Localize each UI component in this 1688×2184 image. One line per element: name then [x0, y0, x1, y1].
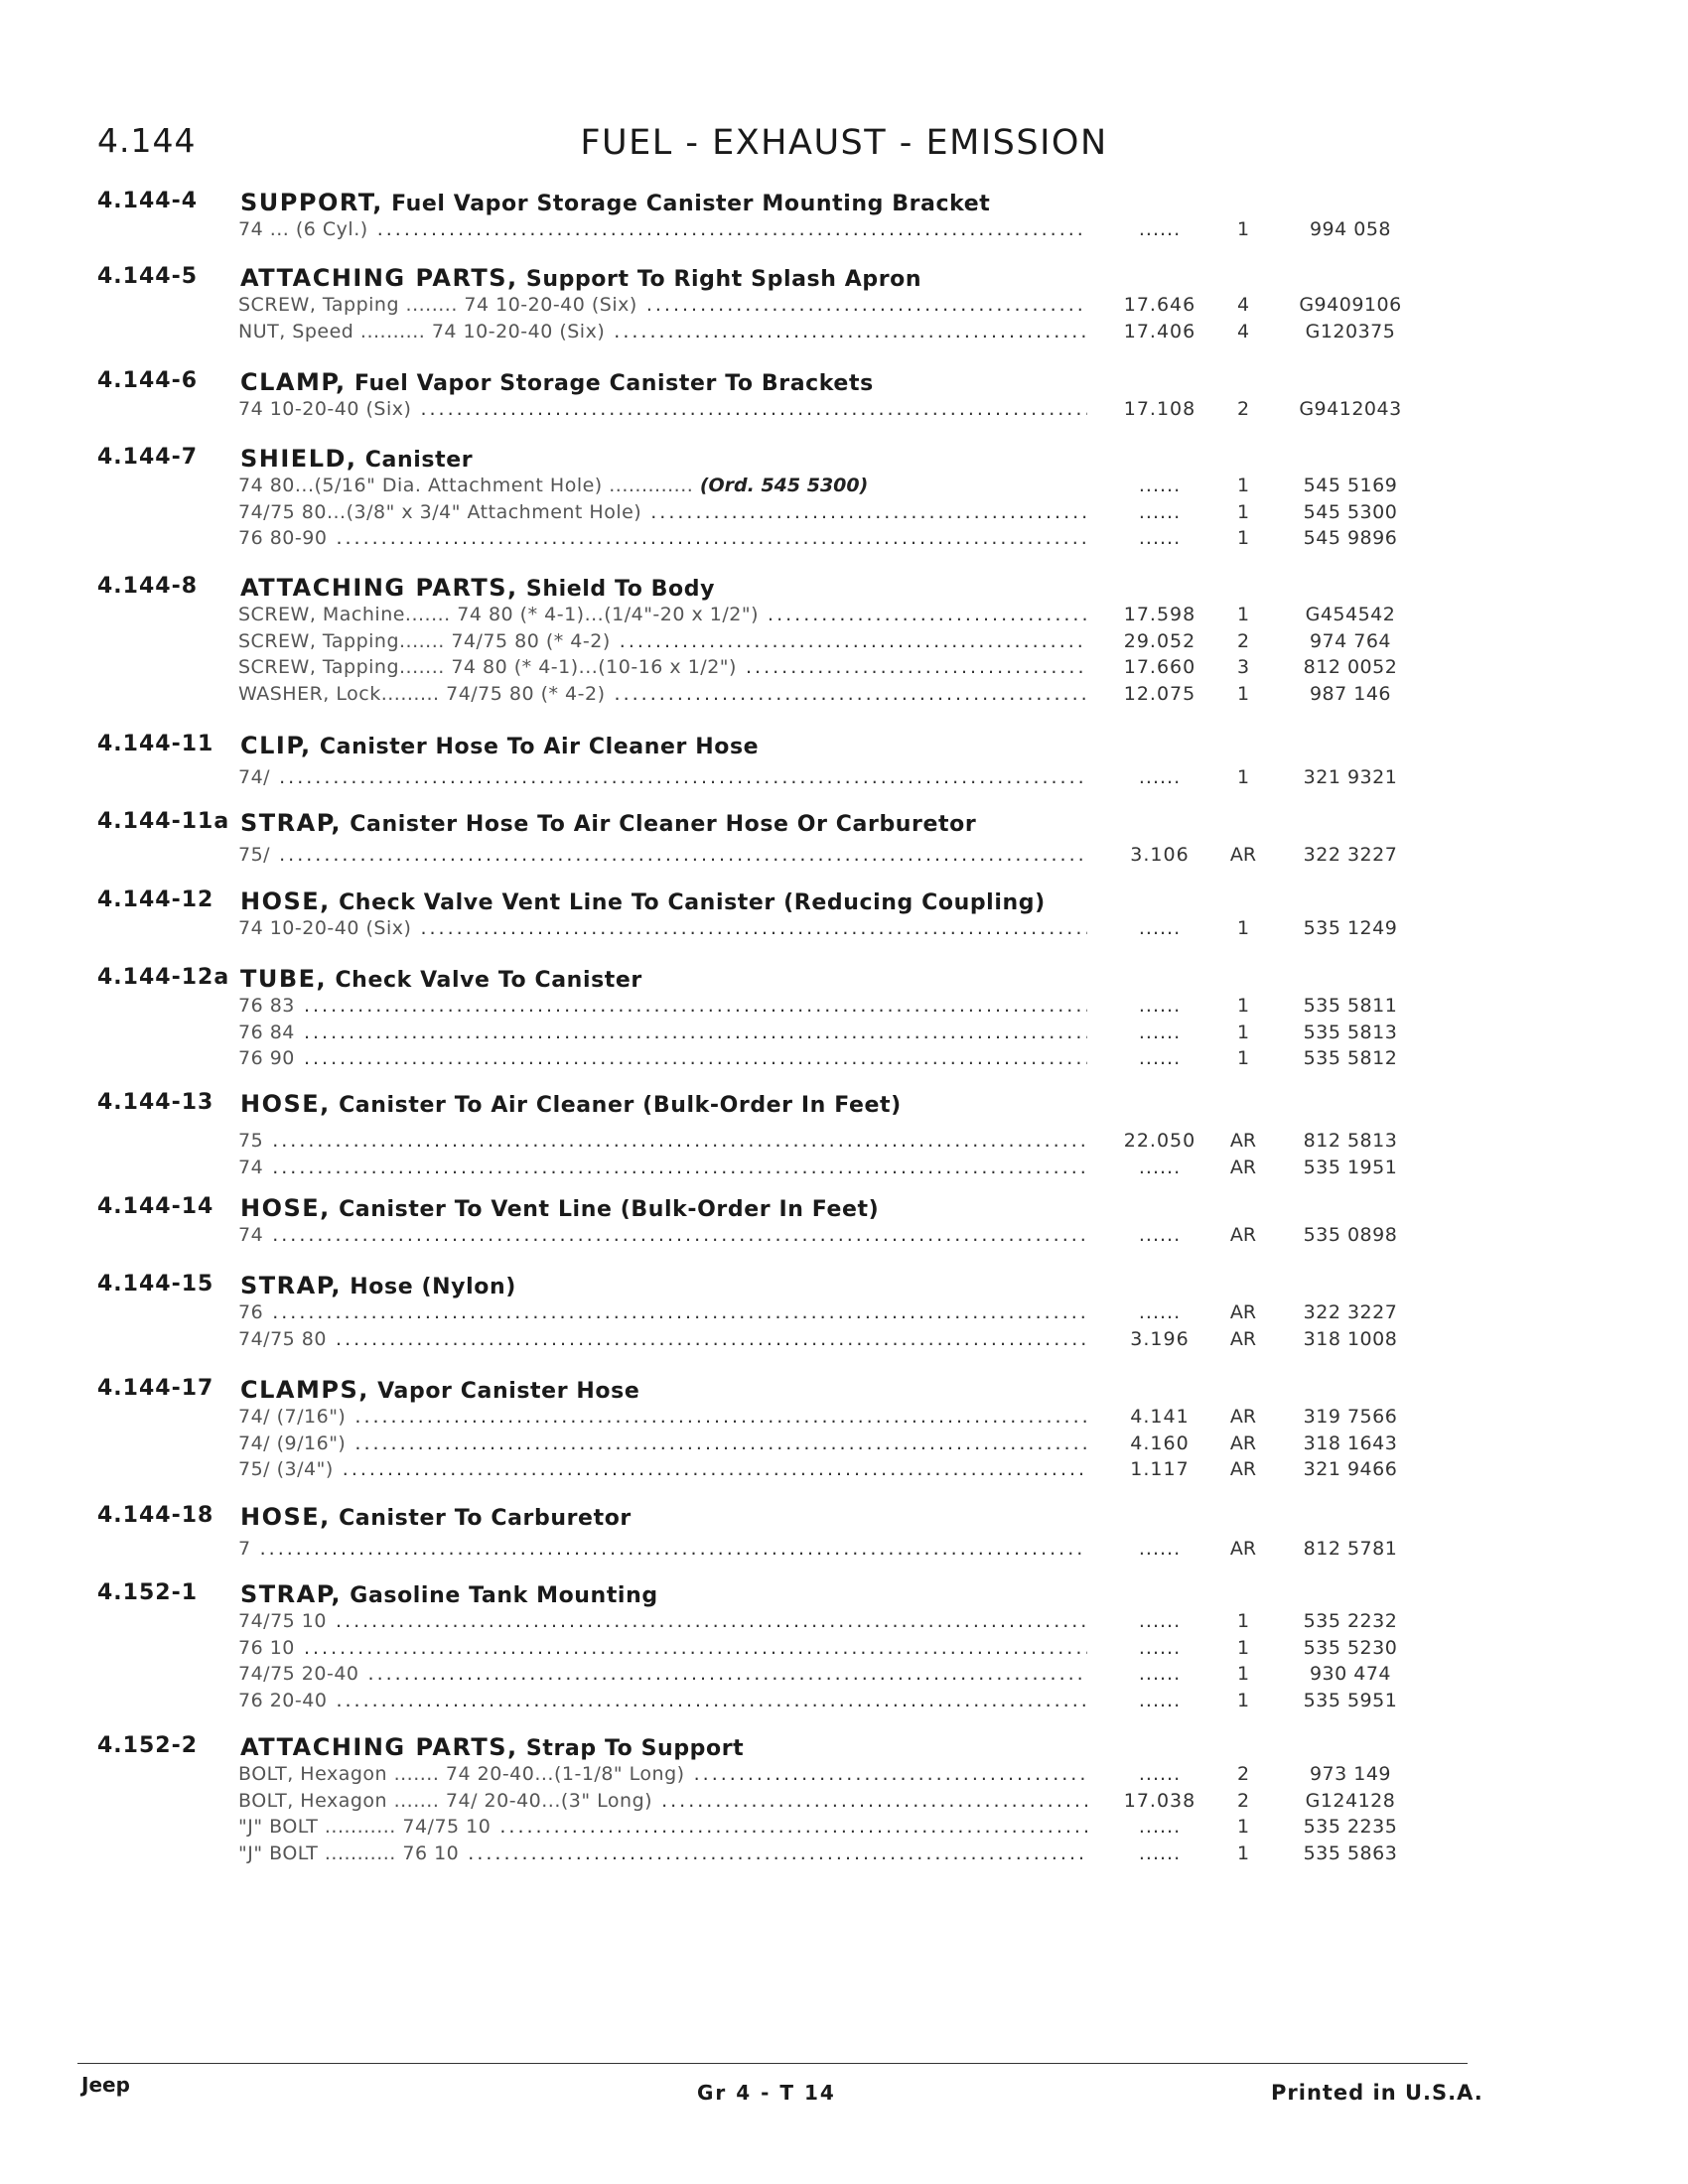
- quantity: AR: [1229, 1406, 1257, 1428]
- catalog-page-ref: ......: [1138, 1842, 1182, 1864]
- entry-description: Canister: [364, 448, 474, 473]
- part-usage: [238, 294, 1087, 316]
- part-row: [0, 1763, 1688, 1789]
- part-row: [0, 398, 1688, 424]
- part-usage: [238, 321, 1087, 342]
- part-number: 535 5813: [1303, 1021, 1398, 1043]
- part-usage-text: 74 ... (6 Cyl.) .....: [238, 218, 1087, 240]
- part-usage-text: SCREW, Machine....... 74 80 (* 4-1)...(1/4"-20 x 1/2") .....: [238, 604, 1087, 625]
- part-usage: [238, 917, 1087, 939]
- quantity: AR: [1229, 1130, 1257, 1152]
- entry-number: 4.144-18: [97, 1503, 214, 1528]
- quantity: 1: [1236, 500, 1250, 523]
- part-row: [0, 294, 1688, 320]
- catalog-page-ref: ......: [1138, 1636, 1182, 1659]
- catalog-page-ref: ......: [1138, 475, 1182, 496]
- part-row: [0, 1790, 1688, 1816]
- catalog-page-ref: 17.108: [1123, 398, 1196, 420]
- quantity: 2: [1236, 1789, 1250, 1812]
- quantity: 1: [1236, 766, 1250, 788]
- entry-description: Canister Hose To Air Cleaner Hose: [319, 735, 760, 759]
- part-number: 812 5781: [1303, 1538, 1398, 1560]
- part-usage: [238, 218, 1087, 240]
- catalog-page-ref: ......: [1138, 500, 1182, 523]
- entry-description: Fuel Vapor Storage Canister To Brackets: [353, 371, 874, 396]
- part-usage-text: SCREW, Tapping....... 74/75 80 (* 4-2) .....: [238, 630, 1087, 652]
- entry-number: 4.144-14: [97, 1194, 214, 1219]
- entry-number: 4.144-12: [97, 887, 214, 912]
- part-usage: [238, 1157, 1087, 1178]
- catalog-page-ref: ......: [1138, 527, 1182, 549]
- part-row: [0, 1690, 1688, 1715]
- part-usage: [238, 527, 1087, 549]
- part-usage-text: 74 80...(5/16" Dia. Attachment Hole) .............: [238, 475, 694, 496]
- quantity: 1: [1236, 1842, 1250, 1864]
- quantity: 1: [1236, 1689, 1250, 1711]
- part-usage: [238, 1610, 1087, 1632]
- part-row: [0, 604, 1688, 629]
- entry-heading: [240, 1272, 516, 1299]
- entry-description: Canister To Air Cleaner (Bulk-Order In Feet): [339, 1093, 902, 1118]
- part-row: [0, 1538, 1688, 1564]
- catalog-page-ref: 17.598: [1123, 604, 1196, 625]
- part-number: 318 1643: [1303, 1432, 1398, 1454]
- part-row: [0, 1328, 1688, 1354]
- part-usage-text: 74 .....: [238, 1224, 1087, 1246]
- entry-keyword: SHIELD,: [240, 445, 357, 473]
- part-usage: [238, 1328, 1087, 1350]
- entry-heading: [240, 1376, 639, 1404]
- quantity: 1: [1236, 682, 1250, 705]
- part-number: 812 5813: [1303, 1130, 1398, 1152]
- entry-keyword: SUPPORT,: [240, 189, 383, 216]
- quantity: 1: [1236, 1047, 1250, 1069]
- catalog-page-ref: ......: [1138, 1021, 1182, 1043]
- entry-number: 4.144-15: [97, 1272, 214, 1297]
- entry-heading: [240, 264, 921, 292]
- entry-keyword: CLAMPS,: [240, 1376, 369, 1404]
- entry-description: Canister To Vent Line (Bulk-Order In Feet): [339, 1197, 880, 1222]
- part-usage-text: 75/ (3/4") .....: [238, 1458, 1087, 1480]
- entry-number: 4.144-6: [97, 368, 199, 393]
- part-row: [0, 844, 1688, 870]
- entry-description: Check Valve To Canister: [335, 968, 642, 993]
- part-number: 318 1008: [1303, 1327, 1398, 1350]
- catalog-page-ref: 3.106: [1130, 844, 1190, 866]
- entry-description: Strap To Support: [525, 1736, 745, 1761]
- entry-keyword: CLIP,: [240, 732, 312, 759]
- footer-group: Gr 4 - T 14: [697, 2081, 836, 2105]
- part-row: [0, 1637, 1688, 1663]
- part-row: [0, 766, 1688, 792]
- part-usage: [238, 1022, 1087, 1043]
- part-row: [0, 1816, 1688, 1842]
- part-usage-text: SCREW, Tapping....... 74 80 (* 4-1)...(10-16 x 1/2") .....: [238, 656, 1087, 678]
- part-usage: [238, 501, 1087, 523]
- part-number: 974 764: [1309, 629, 1392, 652]
- part-number: 535 5811: [1303, 995, 1398, 1017]
- quantity: 4: [1236, 320, 1250, 342]
- part-usage: [238, 604, 1087, 625]
- entry-description: Fuel Vapor Storage Canister Mounting Bracket: [391, 192, 991, 216]
- part-usage-text: 7 .....: [238, 1538, 1087, 1560]
- catalog-page-ref: 12.075: [1123, 682, 1196, 705]
- quantity: AR: [1229, 1432, 1257, 1454]
- quantity: AR: [1229, 1458, 1257, 1480]
- part-number: G120375: [1305, 320, 1396, 342]
- part-usage: [238, 475, 1087, 496]
- part-usage: [238, 1538, 1087, 1560]
- part-number: 321 9466: [1303, 1458, 1398, 1480]
- part-number: 535 5951: [1303, 1689, 1398, 1711]
- part-usage: [238, 656, 1087, 678]
- part-row: [0, 1301, 1688, 1327]
- catalog-page-ref: 17.646: [1123, 294, 1196, 316]
- part-usage-text: BOLT, Hexagon ....... 74/ 20-40...(3" Long) .....: [238, 1790, 1087, 1812]
- quantity: AR: [1229, 1538, 1257, 1560]
- quantity: AR: [1229, 1156, 1257, 1178]
- entry-description: Shield To Body: [525, 577, 716, 602]
- quantity: 2: [1236, 629, 1250, 652]
- part-usage: [238, 630, 1087, 652]
- page-number: 4.144: [97, 121, 197, 160]
- part-usage-text: 76 10 .....: [238, 1637, 1087, 1659]
- quantity: 1: [1236, 1610, 1250, 1632]
- catalog-page-ref: 22.050: [1123, 1130, 1196, 1152]
- part-row: [0, 1130, 1688, 1156]
- part-usage: [238, 766, 1087, 788]
- part-usage-text: 76 84 .....: [238, 1022, 1087, 1043]
- part-usage: [238, 1130, 1087, 1152]
- entry-number: 4.144-5: [97, 264, 199, 289]
- part-number: 930 474: [1309, 1663, 1392, 1685]
- entry-keyword: STRAP,: [240, 1272, 343, 1299]
- part-number: 812 0052: [1303, 656, 1398, 678]
- entry-heading: [240, 1580, 658, 1608]
- part-usage-text: 74/75 10 .....: [238, 1610, 1087, 1632]
- footer-rule: [77, 2063, 1468, 2064]
- part-number: 535 5230: [1303, 1636, 1398, 1659]
- quantity: 1: [1236, 604, 1250, 625]
- part-number: 545 9896: [1303, 527, 1398, 549]
- part-usage-text: 74/ (7/16") .....: [238, 1406, 1087, 1428]
- part-usage-text: 74 10-20-40 (Six) .....: [238, 917, 1087, 939]
- entry-keyword: CLAMP,: [240, 368, 347, 396]
- part-usage-text: 74 .....: [238, 1157, 1087, 1178]
- quantity: 2: [1236, 398, 1250, 420]
- part-usage-text: 76 80-90 .....: [238, 527, 1087, 549]
- entry-keyword: HOSE,: [240, 1503, 331, 1531]
- part-number: G454542: [1305, 604, 1396, 625]
- part-row: [0, 1157, 1688, 1182]
- part-usage: [238, 1406, 1087, 1428]
- catalog-page-ref: 17.406: [1123, 320, 1196, 342]
- catalog-page-ref: ......: [1138, 1610, 1182, 1632]
- part-usage-text: 75 .....: [238, 1130, 1087, 1152]
- catalog-page-ref: 17.038: [1123, 1789, 1196, 1812]
- part-row: [0, 1224, 1688, 1250]
- part-usage-text: 74/75 20-40 .....: [238, 1663, 1087, 1685]
- entry-heading: [240, 965, 642, 993]
- part-row: [0, 995, 1688, 1021]
- part-number: 319 7566: [1303, 1406, 1398, 1428]
- entry-heading: [240, 445, 473, 473]
- part-row: [0, 1843, 1688, 1868]
- quantity: 1: [1236, 218, 1250, 240]
- entry-description: Canister To Carburetor: [339, 1506, 632, 1531]
- part-usage-text: 74/75 80...(3/8" x 3/4" Attachment Hole) .....: [238, 501, 1087, 523]
- part-row: [0, 321, 1688, 346]
- entry-keyword: TUBE,: [240, 965, 328, 993]
- part-usage: [238, 683, 1087, 705]
- catalog-page-ref: ......: [1138, 1301, 1182, 1323]
- part-number: 987 146: [1309, 682, 1392, 705]
- part-usage: [238, 1816, 1087, 1838]
- quantity: 1: [1236, 1021, 1250, 1043]
- entry-description: Gasoline Tank Mounting: [350, 1583, 658, 1608]
- part-usage: [238, 995, 1087, 1017]
- entry-number: 4.144-12a: [97, 965, 230, 990]
- part-number: 322 3227: [1303, 1301, 1398, 1323]
- part-number: 322 3227: [1303, 844, 1398, 866]
- part-usage-text: 74 10-20-40 (Six) .....: [238, 398, 1087, 420]
- order-note: (Ord. 545 5300): [699, 475, 869, 496]
- entry-keyword: HOSE,: [240, 1090, 331, 1118]
- quantity: 3: [1236, 656, 1250, 678]
- part-number: 535 2232: [1303, 1610, 1398, 1632]
- part-usage-text: WASHER, Lock......... 74/75 80 (* 4-2) .....: [238, 683, 1087, 705]
- entry-keyword: HOSE,: [240, 887, 331, 915]
- catalog-page-ref: ......: [1138, 1663, 1182, 1685]
- part-row: [0, 1406, 1688, 1432]
- entry-heading: [240, 574, 715, 602]
- quantity: 1: [1236, 475, 1250, 496]
- entry-keyword: ATTACHING PARTS,: [240, 1733, 518, 1761]
- quantity: 2: [1236, 1763, 1250, 1785]
- entry-number: 4.152-1: [97, 1580, 199, 1605]
- part-usage: [238, 1637, 1087, 1659]
- entry-heading: [240, 809, 976, 837]
- part-usage: [238, 398, 1087, 420]
- quantity: 4: [1236, 294, 1250, 316]
- part-number: 321 9321: [1303, 766, 1398, 788]
- entry-description: Canister Hose To Air Cleaner Hose Or Carburetor: [350, 812, 977, 837]
- entry-heading: [240, 1090, 902, 1118]
- part-usage: [238, 1458, 1087, 1480]
- part-number: G9412043: [1299, 398, 1402, 420]
- entry-heading: [240, 189, 990, 216]
- entry-description: Support To Right Splash Apron: [525, 267, 922, 292]
- part-usage: [238, 1763, 1087, 1785]
- entry-heading: [240, 1733, 744, 1761]
- entry-heading: [240, 1503, 632, 1531]
- part-row: [0, 501, 1688, 527]
- entry-number: 4.144-17: [97, 1376, 214, 1401]
- part-row: [0, 1458, 1688, 1484]
- part-number: 973 149: [1309, 1763, 1392, 1785]
- entry-heading: [240, 887, 1046, 915]
- part-usage-text: BOLT, Hexagon ....... 74 20-40...(1-1/8" Long) .....: [238, 1763, 1087, 1785]
- part-usage-text: 76 90 .....: [238, 1047, 1087, 1069]
- part-number: 545 5300: [1303, 500, 1398, 523]
- part-usage-text: 76 83 .....: [238, 995, 1087, 1017]
- entry-number: 4.144-11a: [97, 809, 230, 834]
- entry-description: Check Valve Vent Line To Canister (Reducing Coupling): [339, 890, 1046, 915]
- quantity: 1: [1236, 1663, 1250, 1685]
- catalog-page-ref: ......: [1138, 1047, 1182, 1069]
- footer-printed: Printed in U.S.A.: [1271, 2081, 1483, 2105]
- part-usage: [238, 1224, 1087, 1246]
- part-usage-text: "J" BOLT ........... 74/75 10 .....: [238, 1816, 1087, 1838]
- part-row: [0, 1433, 1688, 1458]
- part-usage-text: NUT, Speed .......... 74 10-20-40 (Six) .....: [238, 321, 1087, 342]
- entry-heading: [240, 368, 874, 396]
- quantity: 1: [1236, 527, 1250, 549]
- part-row: [0, 527, 1688, 553]
- part-number: 535 0898: [1303, 1224, 1398, 1246]
- catalog-page-ref: ......: [1138, 1816, 1182, 1838]
- part-usage: [238, 1433, 1087, 1454]
- part-usage-text: 76 .....: [238, 1301, 1087, 1323]
- quantity: AR: [1229, 1224, 1257, 1246]
- catalog-page-ref: 17.660: [1123, 656, 1196, 678]
- entry-number: 4.144-11: [97, 732, 214, 756]
- entry-keyword: STRAP,: [240, 809, 343, 837]
- part-number: 535 5863: [1303, 1842, 1398, 1864]
- part-row: [0, 1022, 1688, 1047]
- part-usage: [238, 1301, 1087, 1323]
- entry-heading: [240, 1194, 879, 1222]
- catalog-page-ref: ......: [1138, 1763, 1182, 1785]
- entry-heading: [240, 732, 759, 759]
- part-usage-text: 76 20-40 .....: [238, 1690, 1087, 1711]
- part-number: 535 1951: [1303, 1156, 1398, 1178]
- entry-keyword: ATTACHING PARTS,: [240, 264, 518, 292]
- part-row: [0, 1610, 1688, 1636]
- entry-keyword: STRAP,: [240, 1580, 343, 1608]
- footer-brand: Jeep: [81, 2073, 130, 2097]
- part-row: [0, 683, 1688, 709]
- part-row: [0, 917, 1688, 943]
- catalog-page-ref: ......: [1138, 1224, 1182, 1246]
- part-usage: [238, 1843, 1087, 1864]
- entry-description: Vapor Canister Hose: [377, 1379, 640, 1404]
- entry-number: 4.144-8: [97, 574, 199, 599]
- part-usage: [238, 1690, 1087, 1711]
- part-usage: [238, 1663, 1087, 1685]
- catalog-page-ref: ......: [1138, 995, 1182, 1017]
- part-number: 535 5812: [1303, 1047, 1398, 1069]
- quantity: AR: [1229, 844, 1257, 866]
- part-row: [0, 1047, 1688, 1073]
- page-title: FUEL - EXHAUST - EMISSION: [580, 123, 1108, 163]
- catalog-page-ref: 29.052: [1123, 629, 1196, 652]
- part-usage-text: 74/75 80 .....: [238, 1328, 1087, 1350]
- part-row: [0, 1663, 1688, 1689]
- quantity: 1: [1236, 917, 1250, 939]
- catalog-page-ref: 4.141: [1130, 1406, 1190, 1428]
- catalog-page-ref: ......: [1138, 766, 1182, 788]
- part-number: 535 2235: [1303, 1816, 1398, 1838]
- quantity: AR: [1229, 1301, 1257, 1323]
- part-number: 545 5169: [1303, 475, 1398, 496]
- entry-keyword: ATTACHING PARTS,: [240, 574, 518, 602]
- part-usage: [238, 1047, 1087, 1069]
- part-number: G9409106: [1299, 294, 1402, 316]
- entry-number: 4.144-13: [97, 1090, 214, 1115]
- catalog-page-ref: ......: [1138, 1538, 1182, 1560]
- part-row: [0, 656, 1688, 682]
- entry-number: 4.144-7: [97, 445, 199, 470]
- entry-keyword: HOSE,: [240, 1194, 331, 1222]
- entry-number: 4.152-2: [97, 1733, 199, 1758]
- catalog-page-ref: 4.160: [1130, 1432, 1190, 1454]
- part-number: 535 1249: [1303, 917, 1398, 939]
- catalog-page-ref: ......: [1138, 917, 1182, 939]
- catalog-page-ref: ......: [1138, 218, 1182, 240]
- part-usage: [238, 1790, 1087, 1812]
- catalog-page-ref: ......: [1138, 1689, 1182, 1711]
- catalog-page-ref: 1.117: [1130, 1458, 1190, 1480]
- part-row: [0, 218, 1688, 244]
- part-usage: [238, 844, 1087, 866]
- part-row: [0, 630, 1688, 656]
- part-usage-text: "J" BOLT ........... 76 10 .....: [238, 1843, 1087, 1864]
- catalog-page-ref: ......: [1138, 1156, 1182, 1178]
- quantity: 1: [1236, 1636, 1250, 1659]
- part-usage-text: 75/ .....: [238, 844, 1087, 866]
- entry-number: 4.144-4: [97, 189, 199, 213]
- quantity: 1: [1236, 1816, 1250, 1838]
- part-row: [0, 475, 1688, 500]
- part-usage-text: 74/ (9/16") .....: [238, 1433, 1087, 1454]
- entry-description: Hose (Nylon): [350, 1275, 516, 1299]
- quantity: AR: [1229, 1327, 1257, 1350]
- part-usage-text: SCREW, Tapping ........ 74 10-20-40 (Six) .....: [238, 294, 1087, 316]
- catalog-page-ref: 3.196: [1130, 1327, 1190, 1350]
- quantity: 1: [1236, 995, 1250, 1017]
- part-number: G124128: [1305, 1789, 1396, 1812]
- part-usage-text: 74/ .....: [238, 766, 1087, 788]
- part-number: 994 058: [1309, 218, 1392, 240]
